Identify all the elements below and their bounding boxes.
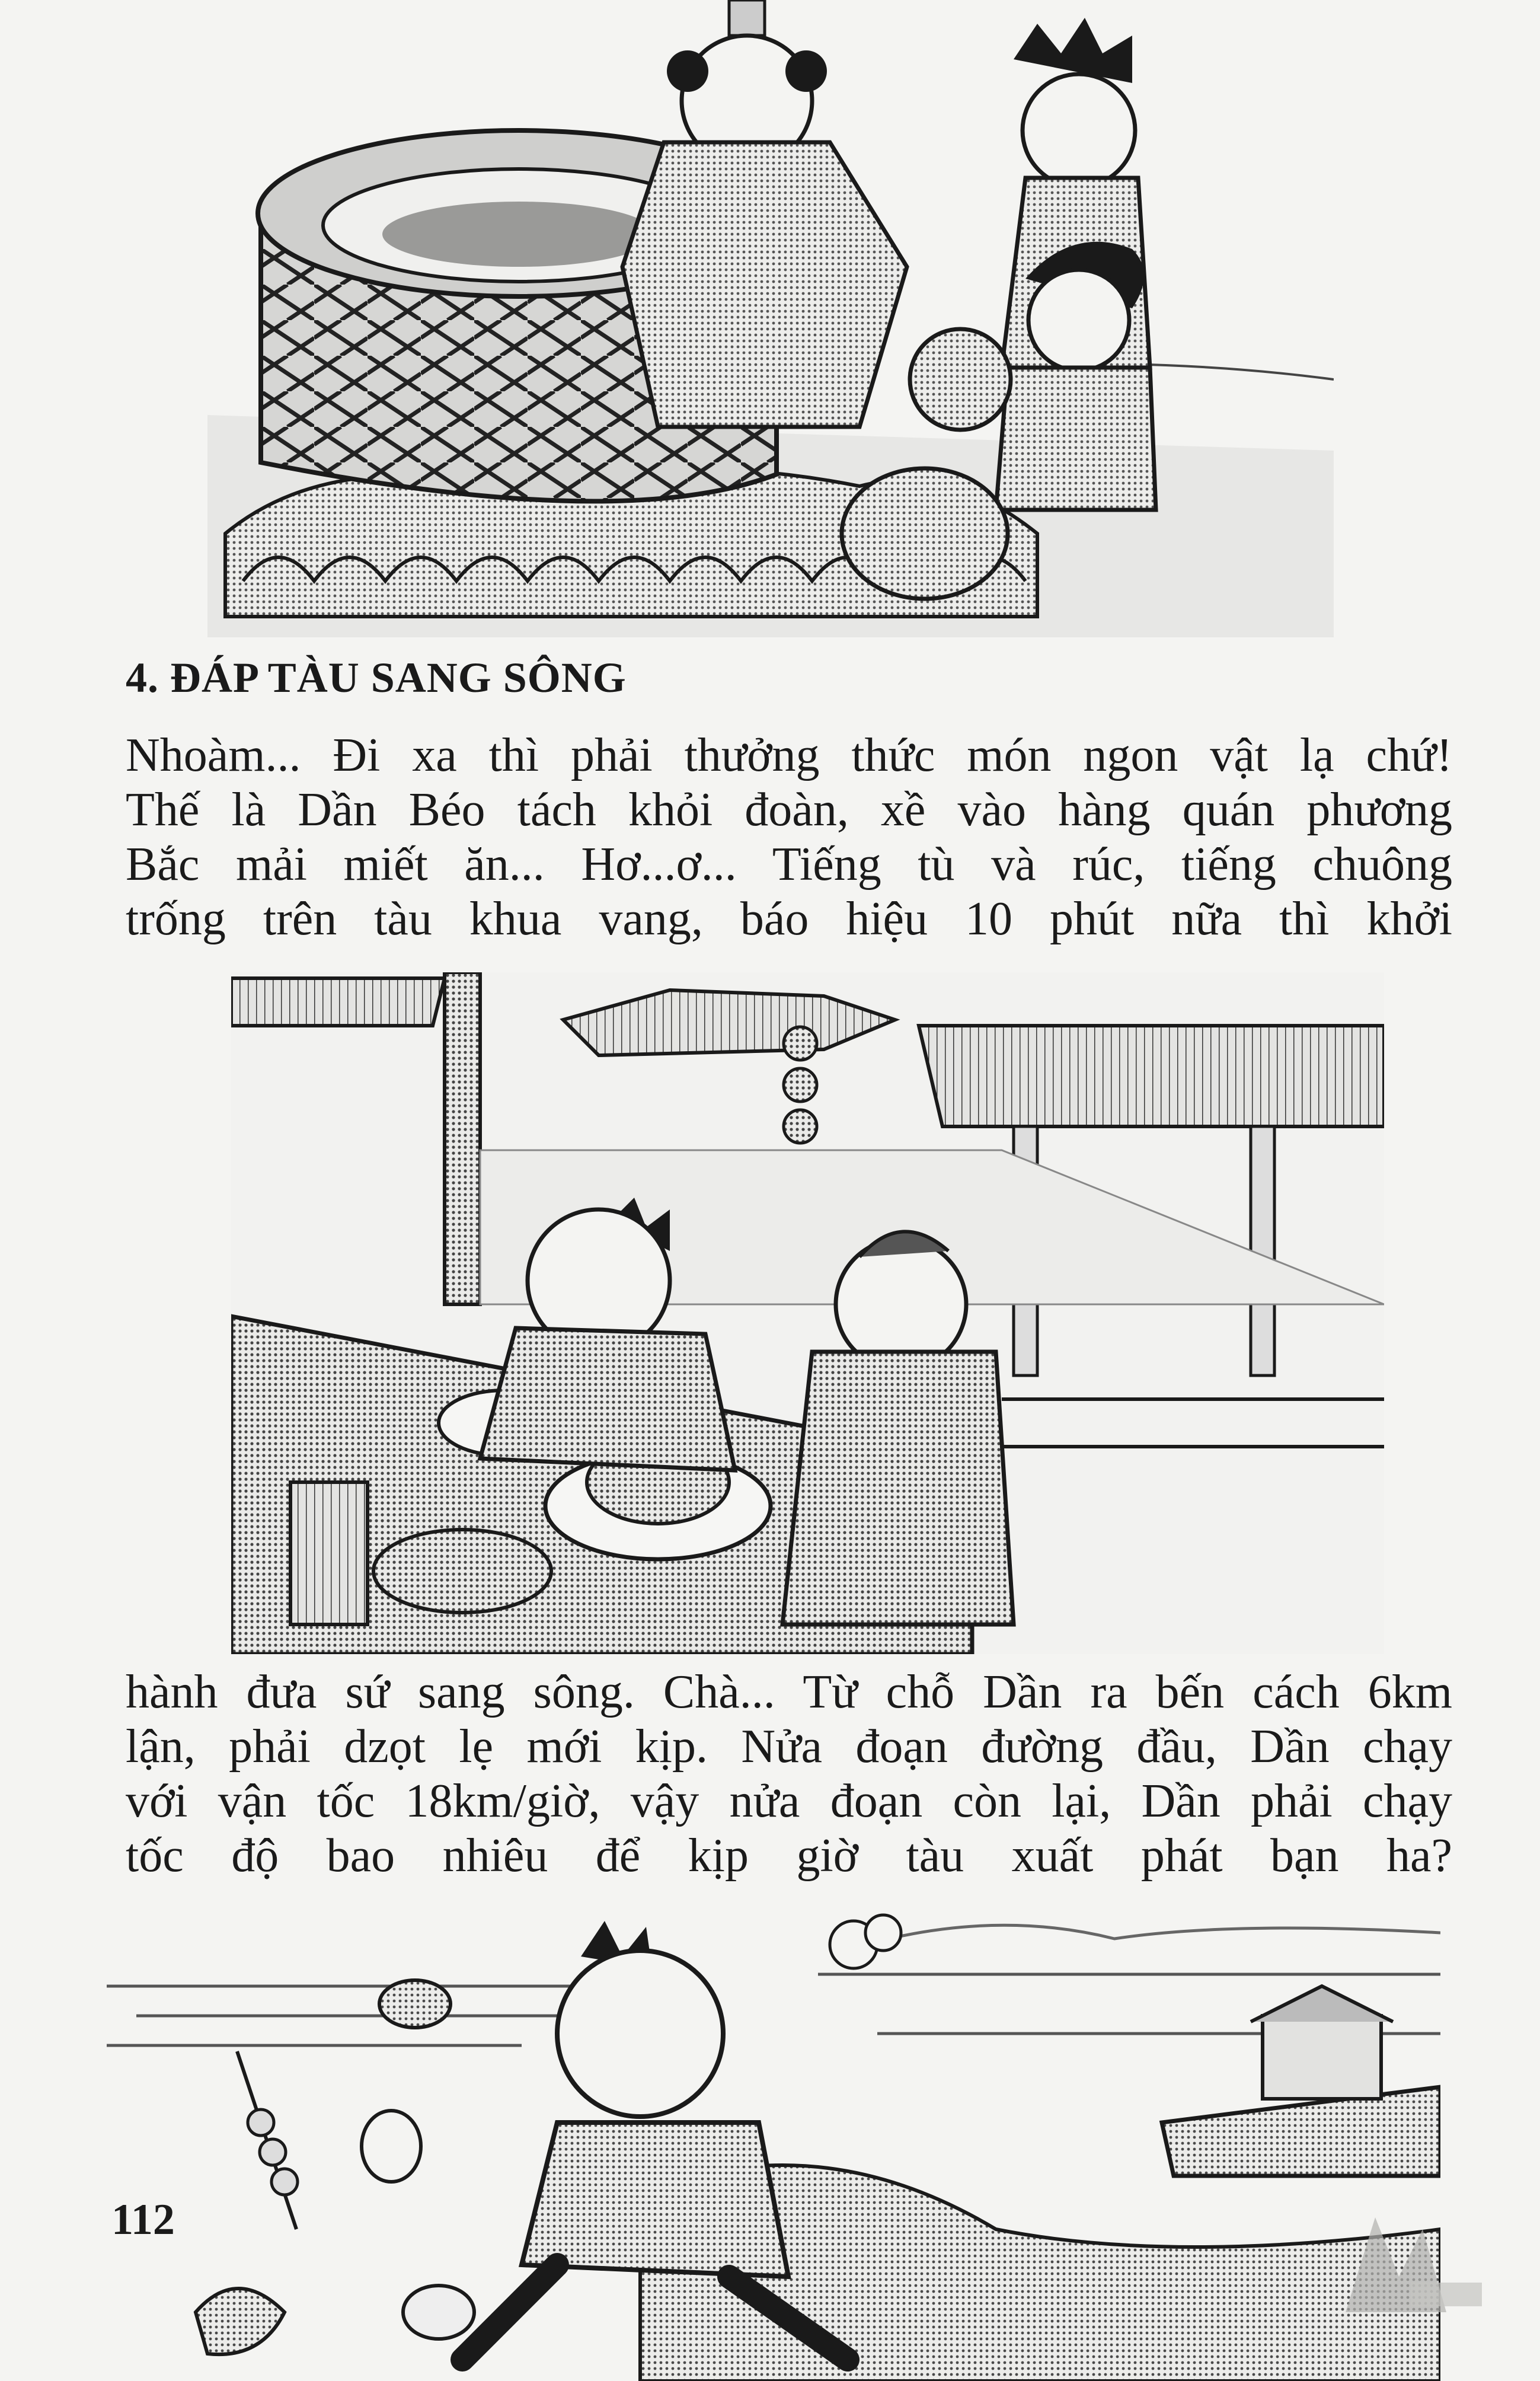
paragraph-line: tốc độ bao nhiêu để kịp giờ tàu xuất phát bạn ha?	[126, 1830, 1452, 1882]
paragraph-line: Bắc mải miết ăn... Hơ...ơ... Tiếng tù và rúc, tiếng chuông	[126, 838, 1452, 891]
well-and-children-illustration	[207, 0, 1334, 637]
boy-running-to-ship-illustration	[107, 1897, 1440, 2381]
paragraph-line: trống trên tàu khua vang, báo hiệu 10 phút nữa thì khởi	[126, 893, 1452, 945]
top-illustration	[207, 0, 1334, 637]
story-paragraph-1	[126, 728, 1452, 946]
paragraph-line: Thế là Dần Béo tách khỏi đoàn, xề vào hàng quán phương	[126, 784, 1452, 836]
section-heading: 4. ĐÁP TÀU SANG SÔNG	[126, 654, 627, 701]
middle-illustration	[231, 972, 1384, 1654]
paragraph-line: Nhoàm... Đi xa thì phải thưởng thức món ngon vật lạ chứ!	[126, 729, 1452, 781]
market-street-eating-illustration	[231, 972, 1384, 1654]
page-number: 112	[111, 2195, 175, 2244]
logo-icon	[1322, 2194, 1488, 2330]
paragraph-line: lận, phải dzọt lẹ mới kịp. Nửa đoạn đường đầu, Dần chạy	[126, 1721, 1452, 1773]
bottom-illustration	[107, 1897, 1440, 2381]
paragraph-line: với vận tốc 18km/giờ, vậy nửa đoạn còn lại, Dần phải chạy	[126, 1775, 1452, 1827]
story-paragraph-2	[126, 1665, 1452, 1883]
publisher-logo-watermark	[1322, 2194, 1488, 2330]
paragraph-line: hành đưa sứ sang sông. Chà... Từ chỗ Dần ra bến cách 6km	[126, 1666, 1452, 1718]
